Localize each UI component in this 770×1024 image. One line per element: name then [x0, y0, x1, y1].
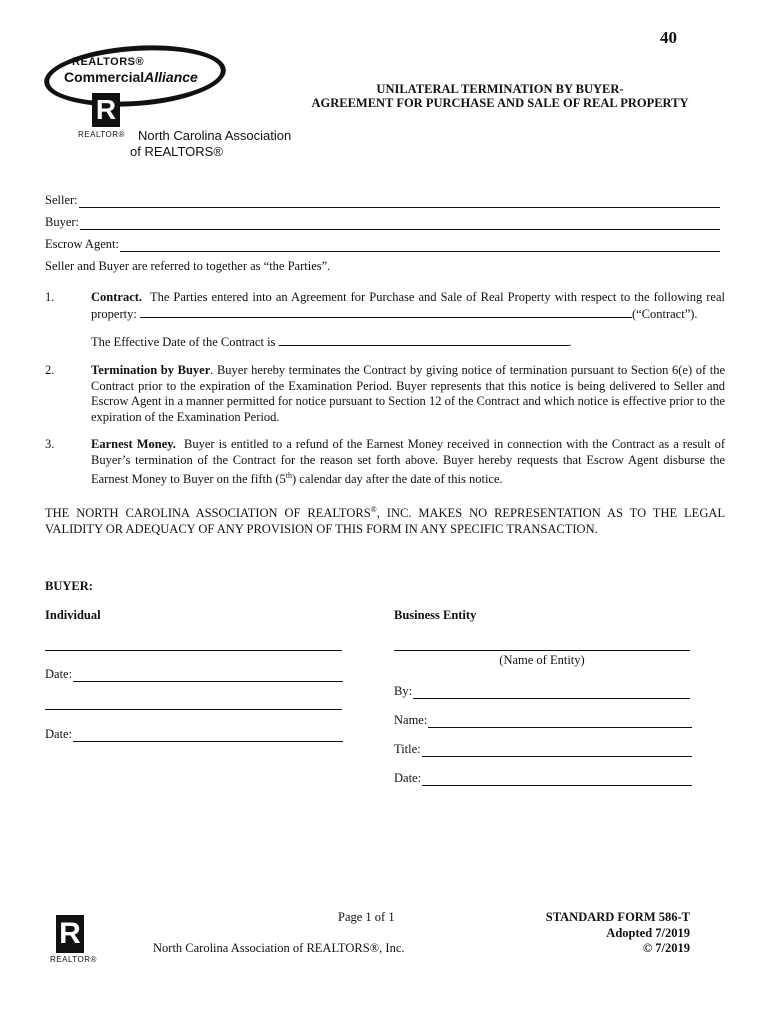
form-title-line1: UNILATERAL TERMINATION BY BUYER-: [376, 82, 624, 96]
footer-form-info: [500, 910, 690, 957]
disclaimer: [45, 502, 725, 537]
entity-name-label: Name:: [394, 713, 428, 727]
footer-realtor-r-icon: R: [56, 915, 84, 953]
entity-name-field[interactable]: [394, 713, 692, 728]
entity-name-input[interactable]: [428, 715, 692, 728]
entity-name-caption: (Name of Entity): [499, 653, 585, 667]
individual-signature-line-1[interactable]: [45, 650, 342, 651]
section-1-heading: Contract.: [91, 290, 143, 304]
form-number: 40: [660, 28, 677, 47]
footer-realtor-label: REALTOR®: [50, 955, 97, 964]
realtor-r-logo-icon: R: [92, 93, 120, 127]
section-3-body-a: Buyer is entitled to a refund of the Earnest Money received in connection with the Contract as a result of Buyer’s termination of the Contract for the reason set forth above. Buyer hereby requests that Escrow Agent disburse the Earnest Money to Buyer on the fifth (5: [91, 437, 725, 487]
section-2-body: . Buyer hereby terminates the Contract by giving notice of termination pursuant to Section 6(e) of the Contract prior to the expiration of the Examination Period. Buyer represents that this notice is being delivered to Seller and Escrow Agent in a manner permitted for notice pursuant to Section 12 of the Contract and which notice is effective prior to the expiration of the Examination Period.: [91, 363, 725, 424]
logo-nc-association: [130, 128, 292, 160]
escrow-agent-input-line[interactable]: [120, 238, 720, 252]
entity-title-field[interactable]: [394, 742, 692, 757]
individual-date-field-1[interactable]: [45, 667, 343, 682]
escrow-agent-field[interactable]: [45, 237, 720, 252]
entity-name-line[interactable]: [394, 650, 690, 651]
logo-nc-line2: of REALTORS®: [130, 144, 223, 159]
disclaimer-sup: ®: [370, 505, 377, 514]
individual-date-input-2[interactable]: [73, 729, 343, 742]
seller-input-line[interactable]: [79, 194, 720, 208]
section-1-body: The Parties entered into an Agreement for Purchase and Sale of Real Property with respect to the following real property:: [91, 290, 725, 321]
property-input-line[interactable]: [140, 306, 632, 318]
individual-signature-line-2[interactable]: [45, 709, 342, 710]
effective-date-row: [91, 334, 572, 350]
individual-date-label-2: Date:: [45, 727, 73, 741]
form-title-line2: AGREEMENT FOR PURCHASE AND SALE OF REAL PROPERTY: [311, 96, 689, 110]
footer-copyright: © 7/2019: [642, 941, 690, 955]
buyer-input-line[interactable]: [80, 216, 720, 230]
logo-realtors-text: REALTORS®: [72, 56, 145, 68]
entity-date-field[interactable]: [394, 771, 692, 786]
parties-note: Seller and Buyer are referred to together as “the Parties”.: [45, 259, 331, 273]
section-3-body-b: ) calendar day after the date of this notice.: [291, 472, 503, 487]
effective-date-label: The Effective Date of the Contract is: [91, 335, 276, 349]
logo-realtor-label: REALTOR®: [78, 130, 125, 139]
section-2-text: [91, 363, 725, 425]
buyer-heading: BUYER:: [45, 579, 93, 593]
section-3-number: 3.: [45, 437, 55, 451]
section-3-text: [91, 437, 725, 488]
logo-commercial-alliance: [64, 69, 198, 85]
entity-by-label: By:: [394, 684, 413, 698]
section-2-heading: Termination by Buyer: [91, 363, 211, 377]
entity-date-label: Date:: [394, 771, 422, 785]
effective-date-period: .: [568, 335, 572, 349]
footer-adopted: Adopted 7/2019: [606, 925, 690, 940]
seller-field[interactable]: [45, 193, 720, 208]
seller-label: Seller:: [45, 193, 78, 207]
disclaimer-part1: THE NORTH CAROLINA ASSOCIATION OF REALTORS: [45, 506, 371, 521]
section-3-heading: Earnest Money.: [91, 437, 176, 451]
buyer-field[interactable]: [45, 215, 720, 230]
section-1-contract-ref: (“Contract”).: [631, 306, 698, 321]
escrow-agent-label: Escrow Agent:: [45, 237, 119, 251]
section-1-text: [91, 290, 725, 322]
logo-commercial: Commercial: [64, 69, 145, 85]
section-1-number: 1.: [45, 290, 55, 304]
entity-title-label: Title:: [394, 742, 421, 756]
entity-date-input[interactable]: [422, 773, 692, 786]
effective-date-input-line[interactable]: [279, 334, 569, 346]
footer-form-name: STANDARD FORM 586-T: [545, 910, 690, 924]
disclaimer-part2: , INC. MAKES NO REPRESENTATION AS TO THE LEGAL VALIDITY OR ADEQUACY OF ANY PROVISION OF THIS FORM IN ANY SPECIFIC TRANSACTION.: [45, 506, 726, 536]
business-entity-heading: Business Entity: [394, 608, 477, 622]
buyer-label: Buyer:: [45, 215, 80, 229]
logo-nc-line1: North Carolina Association: [138, 128, 292, 143]
individual-date-label-1: Date:: [45, 667, 73, 681]
entity-by-input[interactable]: [413, 686, 690, 699]
individual-date-field-2[interactable]: [45, 727, 343, 742]
logo-alliance: Alliance: [144, 69, 198, 85]
entity-title-input[interactable]: [422, 744, 692, 757]
section-3-sup: th: [285, 471, 292, 480]
individual-heading: Individual: [45, 608, 101, 622]
individual-date-input-1[interactable]: [73, 669, 343, 682]
footer-association: North Carolina Association of REALTORS®, Inc.: [153, 941, 405, 955]
entity-by-field[interactable]: [394, 684, 690, 699]
section-2-number: 2.: [45, 363, 55, 377]
footer-page-number: Page 1 of 1: [338, 910, 395, 924]
